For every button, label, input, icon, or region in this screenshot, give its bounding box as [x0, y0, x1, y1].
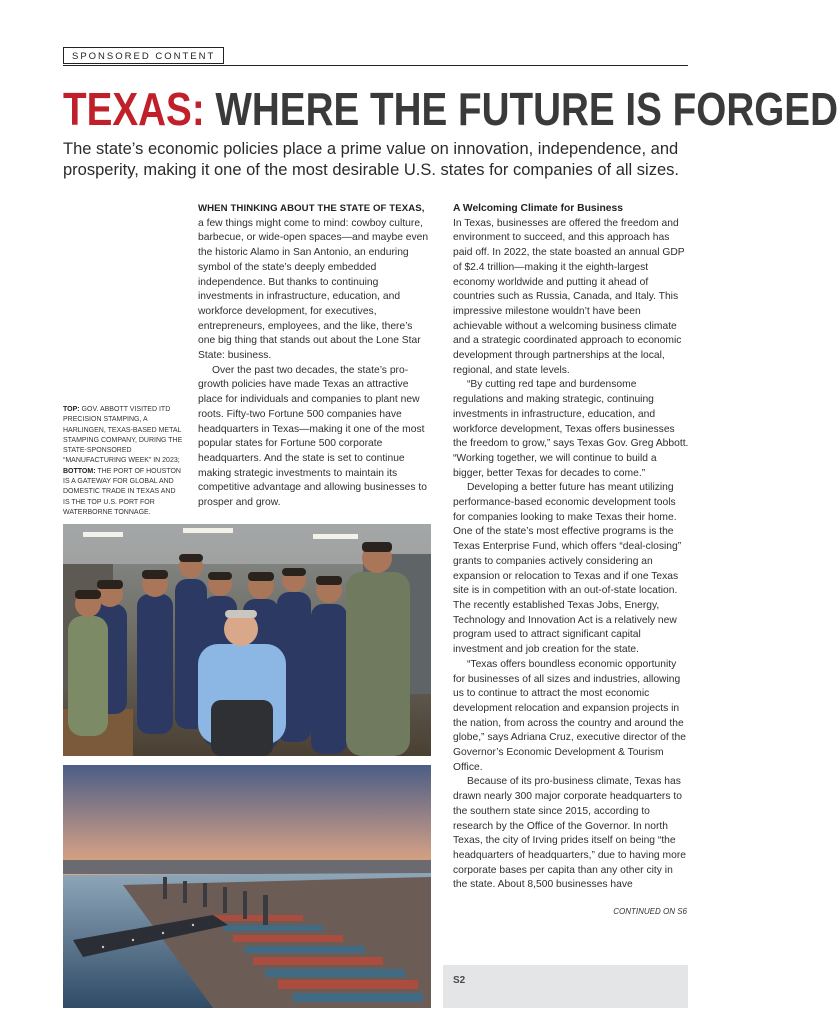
continued-note: CONTINUED ON S6: [613, 907, 687, 916]
paragraph: “By cutting red tape and burdensome regulations and making strategic, continuing investments in infrastructure, education, and workforce development, Texas offers businesses the freedom to grow,” says Texas Gov. Greg Abbott. “Working together, we will continue to build a bigger, better Texas for decades to come.”: [453, 379, 689, 479]
port-of-houston-photo: [63, 765, 431, 1008]
article-column-1: [198, 202, 430, 511]
paragraph: Because of its pro-business climate, Texas has drawn nearly 300 major corporate headquarters to the southern state since 2015, according to research by the Office of the Governor. In north Texas, the city of Irving prides itself on being “the headquarters of headquarters,” due to having more corporate bases per capita than any other city in the state. About 8,500 businesses have: [453, 776, 686, 891]
paragraph: [198, 202, 430, 364]
caption-top-text: GOV. ABBOTT VISITED ITD PRECISION STAMPING, A HARLINGEN, TEXAS-BASED METAL STAMPING COMPANY, DURING THE STATE-SPONSORED “MANUFACTURING WEEK” IN 2023;: [63, 406, 183, 465]
section-subhead: A Welcoming Climate for Business: [453, 203, 623, 214]
deck: The state’s economic policies place a prime value on innovation, independence, and prosperity, making it one of the most desirable U.S. states for companies of all sizes.: [63, 140, 679, 179]
paragraph-text: a few things might come to mind: cowboy culture, barbecue, or wide-open spaces—and maybe even the historic Alamo in San Antonio, an enduring symbol of the state’s deeply embedded independence. But thanks to continuing investments in infrastructure, education, and workforce development, for executives, entrepreneurs, employees, and the like, there’s one big thing that stands out about the Lone Star State: business.: [198, 217, 429, 362]
folio-bar: [443, 965, 688, 1008]
headline-accent: TEXAS:: [63, 83, 205, 135]
page-number: S2: [453, 975, 466, 986]
lead-in: WHEN THINKING ABOUT THE STATE OF TEXAS,: [198, 203, 425, 214]
caption-bottom-text: THE PORT OF HOUSTON IS A GATEWAY FOR GLOBAL AND DOMESTIC TRADE IN TEXAS AND IS THE TOP U.S. PORT FOR WATERBORNE TONNAGE.: [63, 467, 181, 516]
caption-bottom-label: BOTTOM:: [63, 467, 96, 475]
paragraph: Developing a better future has meant utilizing performance-based economic development tools for companies looking to make Texas their home. One of the state’s most effective programs is the Texas Enterprise Fund, which offers “deal-closing” grants to companies actively considering an expansion or relocation to Texas and if one Texas site is in competition with an out-of-state location. The recently established Texas Jobs, Energy, Technology and Innovation Act is a relatively new program used to attract significant capital investment and job creation for the state.: [453, 482, 682, 656]
sponsored-content-tag: SPONSORED CONTENT: [63, 47, 224, 64]
paragraph: Over the past two decades, the state’s pro-growth policies have made Texas an attractive place for individuals and companies to plant new roots. Fifty-two Fortune 500 companies have headquarters in Texas—making it one of the most popular states for Fortune 500 corporate headquarters. And the state is set to continue making strategic investments to maintain its competitive advantage and allowing businesses to prosper and grow.: [198, 364, 427, 509]
headline-rest: WHERE THE FUTURE IS FORGED: [204, 83, 838, 135]
headline: [63, 82, 838, 136]
caption-top-label: TOP:: [63, 406, 80, 413]
paragraph: “Texas offers boundless economic opportunity for businesses of all sizes and industries, allowing us to continue to attract the most economic development relocation and expansion projects in the nation, from across the country and around the globe,” says Adriana Cruz, executive director of the Governor’s Economic Development & Tourism Office.: [453, 658, 686, 773]
photo-caption: [63, 405, 183, 518]
article-column-2: [453, 202, 689, 893]
factory-group-photo: [63, 524, 431, 756]
paragraph: In Texas, businesses are offered the freedom and environment to succeed, and this approach has paid off. In 2022, the state boasted an annual GDP of $2.4 trillion—making it the eighth-largest economy worldwide and putting it ahead of countries such as Russia, Canada, and Italy. This impressive milestone wouldn’t have been achievable without a welcoming business climate and a strategic coordinated approach to economic development through partnerships at the local, regional, and state levels.: [453, 217, 685, 376]
header-rule: [63, 65, 688, 66]
